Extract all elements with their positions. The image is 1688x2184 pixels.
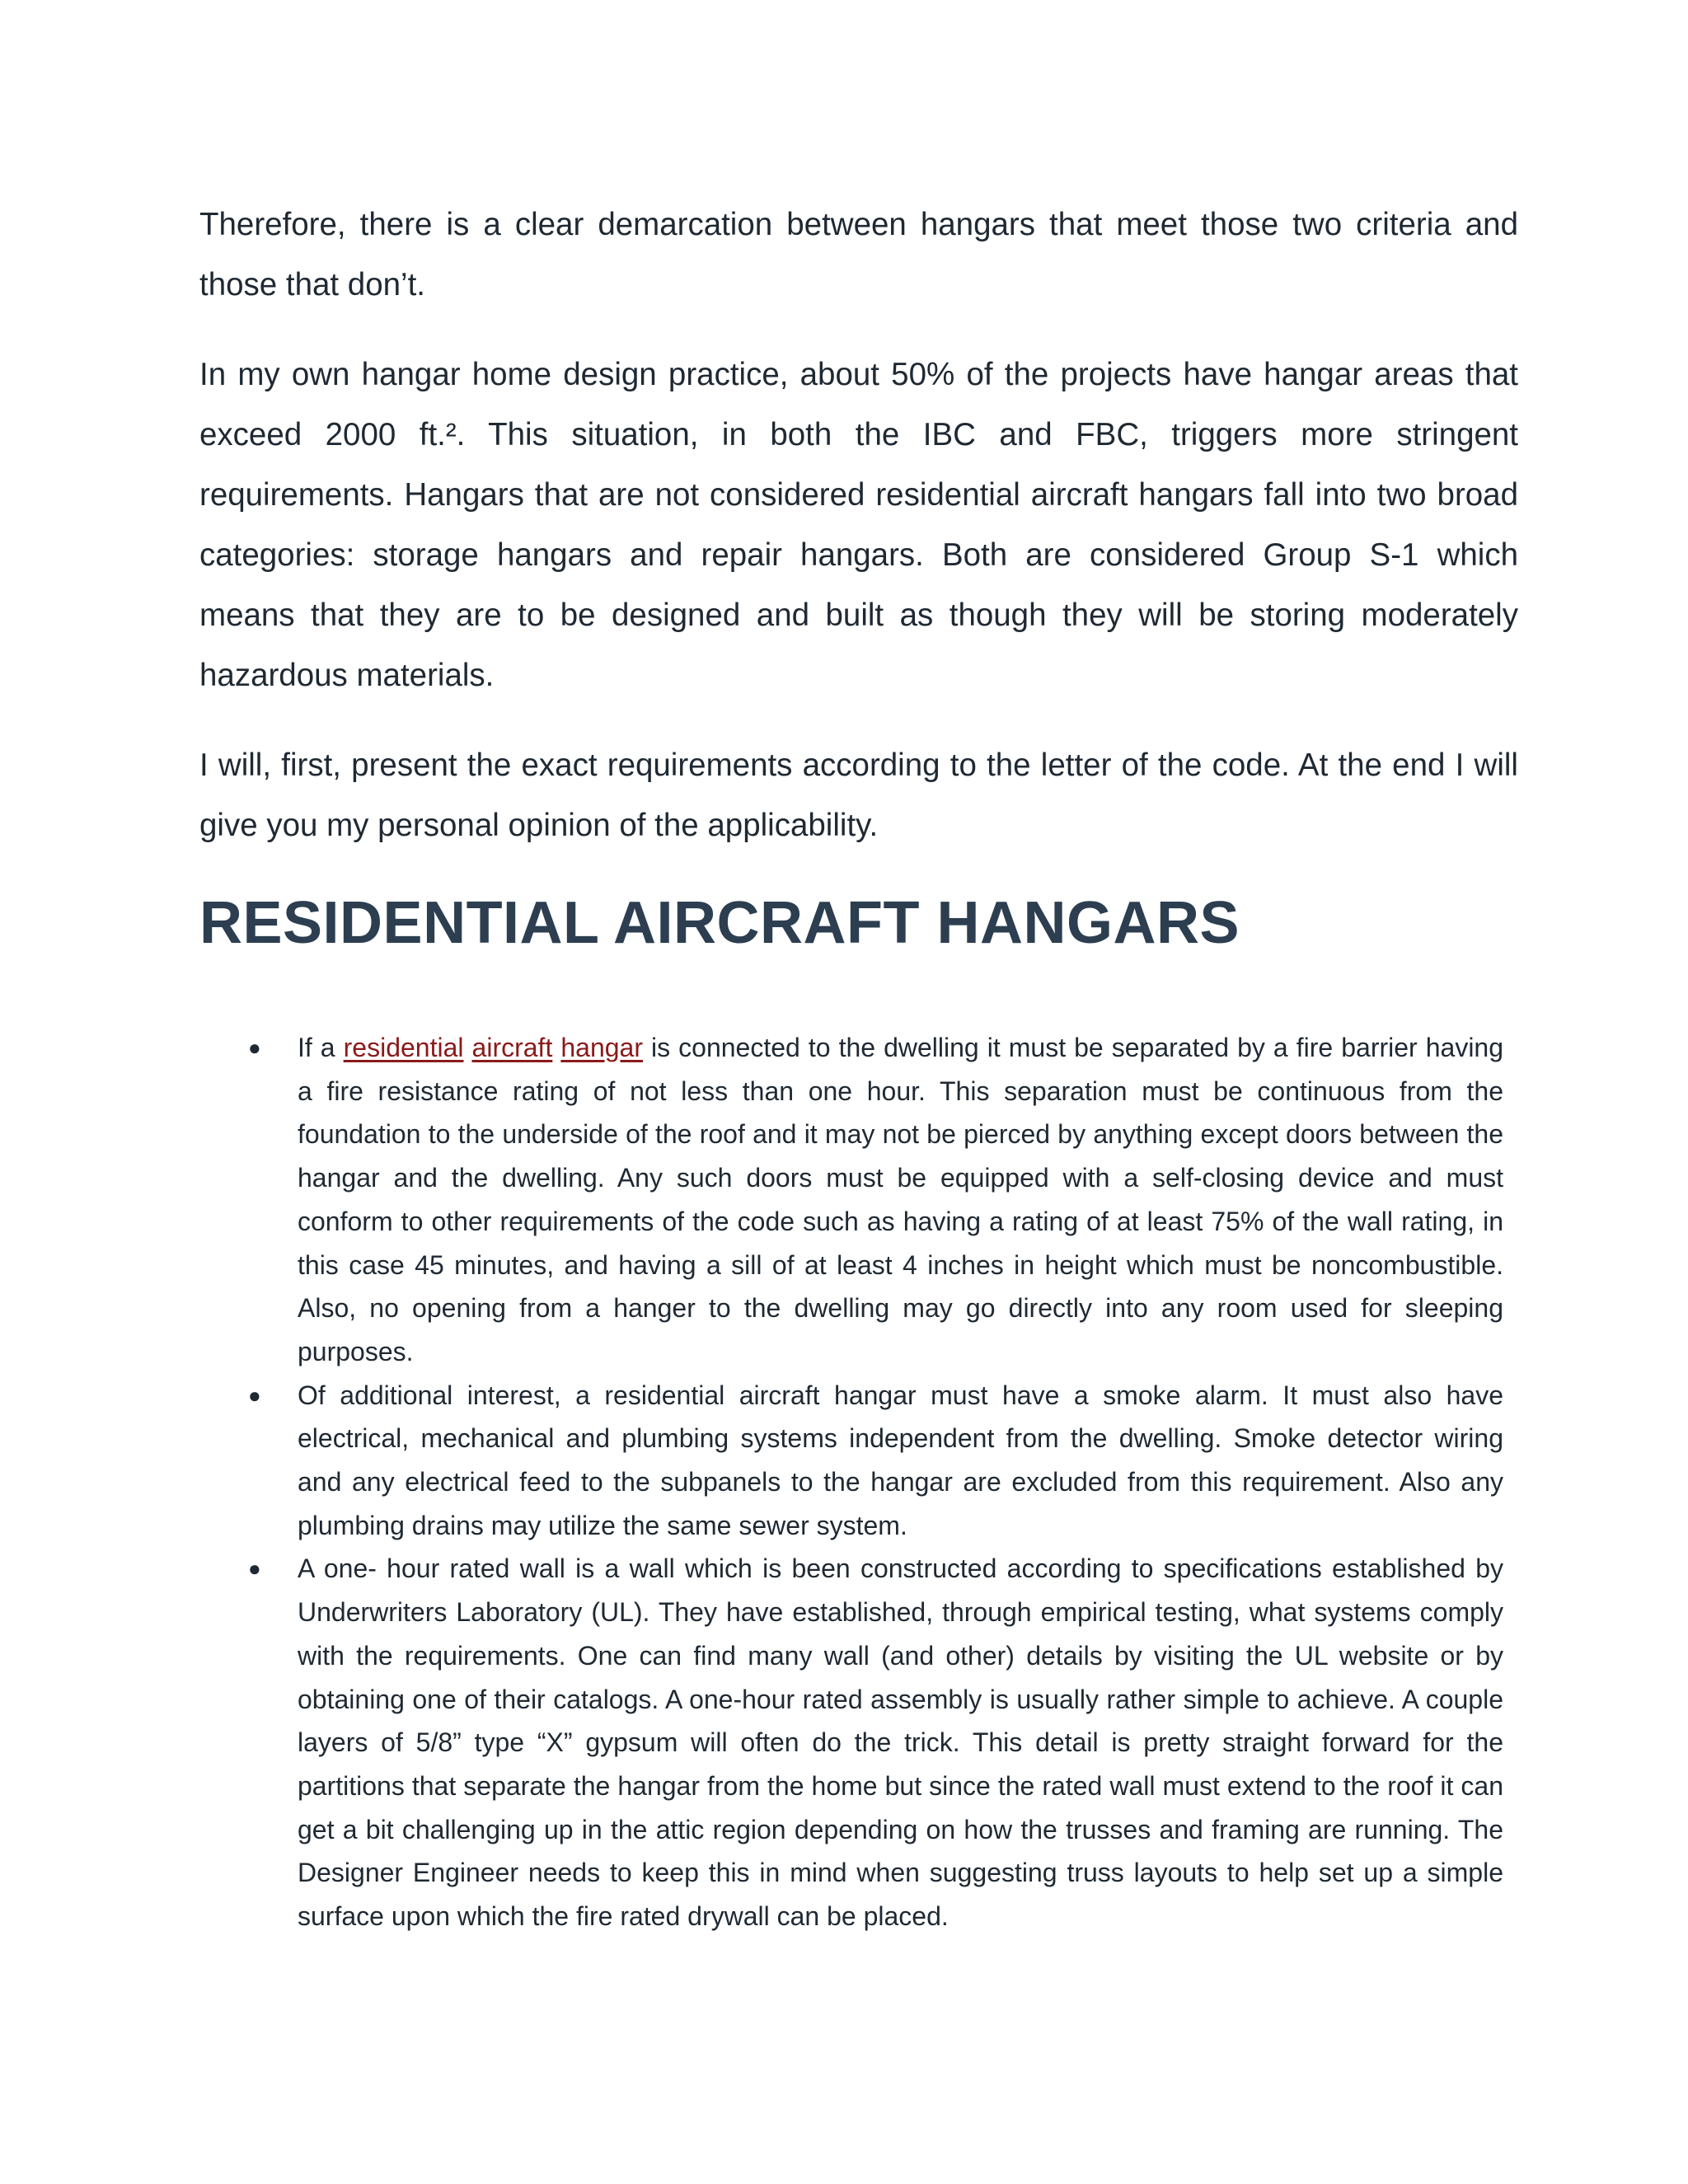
link-hangar[interactable]: hangar: [560, 1033, 643, 1062]
list-item: [248, 1026, 1503, 1374]
section-heading: RESIDENTIAL AIRCRAFT HANGARS: [199, 890, 1240, 956]
list-item: [248, 1547, 1503, 1938]
requirements-list: [248, 1026, 1503, 1938]
list-item: [248, 1374, 1503, 1548]
link-aircraft[interactable]: aircraft: [471, 1033, 553, 1062]
document-body: [199, 194, 1518, 961]
bullet-text: A one- hour rated wall is a wall which is been constructed according to specifications established by Underwriters Laboratory (UL). They have established, through empirical testing, what systems comply with the requirements. One can find many wall (and other) details by visiting the UL website or by obtaining one of their catalogs. A one-hour rated assembly is usually rather simple to achieve. A couple layers of 5/8” type “X” gypsum will often do the trick. This detail is pretty straight forward for the partitions that separate the hangar from the home but since the rated wall must extend to the roof it can get a bit challenging up in the attic region depending on how the trusses and framing are running. The Designer Engineer needs to keep this in mind when suggesting truss layouts to help set up a simple surface upon which the fire rated drywall can be placed.: [298, 1554, 1503, 1932]
bullet-icon: ●: [248, 1382, 261, 1408]
bullet-text: is connected to the dwelling it must be separated by a fire barrier having a fire resistance rating of not less than one hour. This separation must be continuous from the foundation to the underside of the roof and it may not be pierced by anything except doors between the hangar and the dwelling. Any such doors must be equipped with a self-closing device and must conform to other requirements of the code such as having a rating of at least 75% of the wall rating, in this case 45 minutes, and having a sill of at least 4 inches in height which must be noncombustible. Also, no opening from a hanger to the dwelling may go directly into any room used for sleeping purposes.: [298, 1033, 1504, 1366]
bullet-icon: ●: [248, 1035, 261, 1060]
paragraph-design-practice: In my own hangar home design practice, about 50% of the projects have hangar areas that exceed 2000 ft.². This situation, in both the IBC and FBC, triggers more stringent requirements. Hangars that are not considered residential aircraft hangars fall into two broad categories: storage hangars and repair hangars. Both are considered Group S-1 which means that they are to be designed and built as though they will be storing moderately hazardous materials.: [199, 357, 1518, 693]
bullet-text: Of additional interest, a residential aircraft hangar must have a smoke alarm. It must also have electrical, mechanical and plumbing systems independent from the dwelling. Smoke detector wiring and any electrical feed to the subpanels to the hangar are excluded from this requirement. Also any plumbing drains may utilize the same sewer system.: [298, 1380, 1503, 1540]
paragraph-requirements-intro: I will, first, present the exact requirements according to the letter of the code. At the end I will give you my personal opinion of the applicability.: [199, 748, 1518, 843]
bullet-icon: ●: [248, 1556, 261, 1582]
link-residential[interactable]: residential: [343, 1033, 464, 1062]
bullet-prefix: If a: [298, 1033, 335, 1062]
paragraph-demarcation: Therefore, there is a clear demarcation between hangars that meet those two criteria and those that don’t.: [199, 207, 1518, 302]
